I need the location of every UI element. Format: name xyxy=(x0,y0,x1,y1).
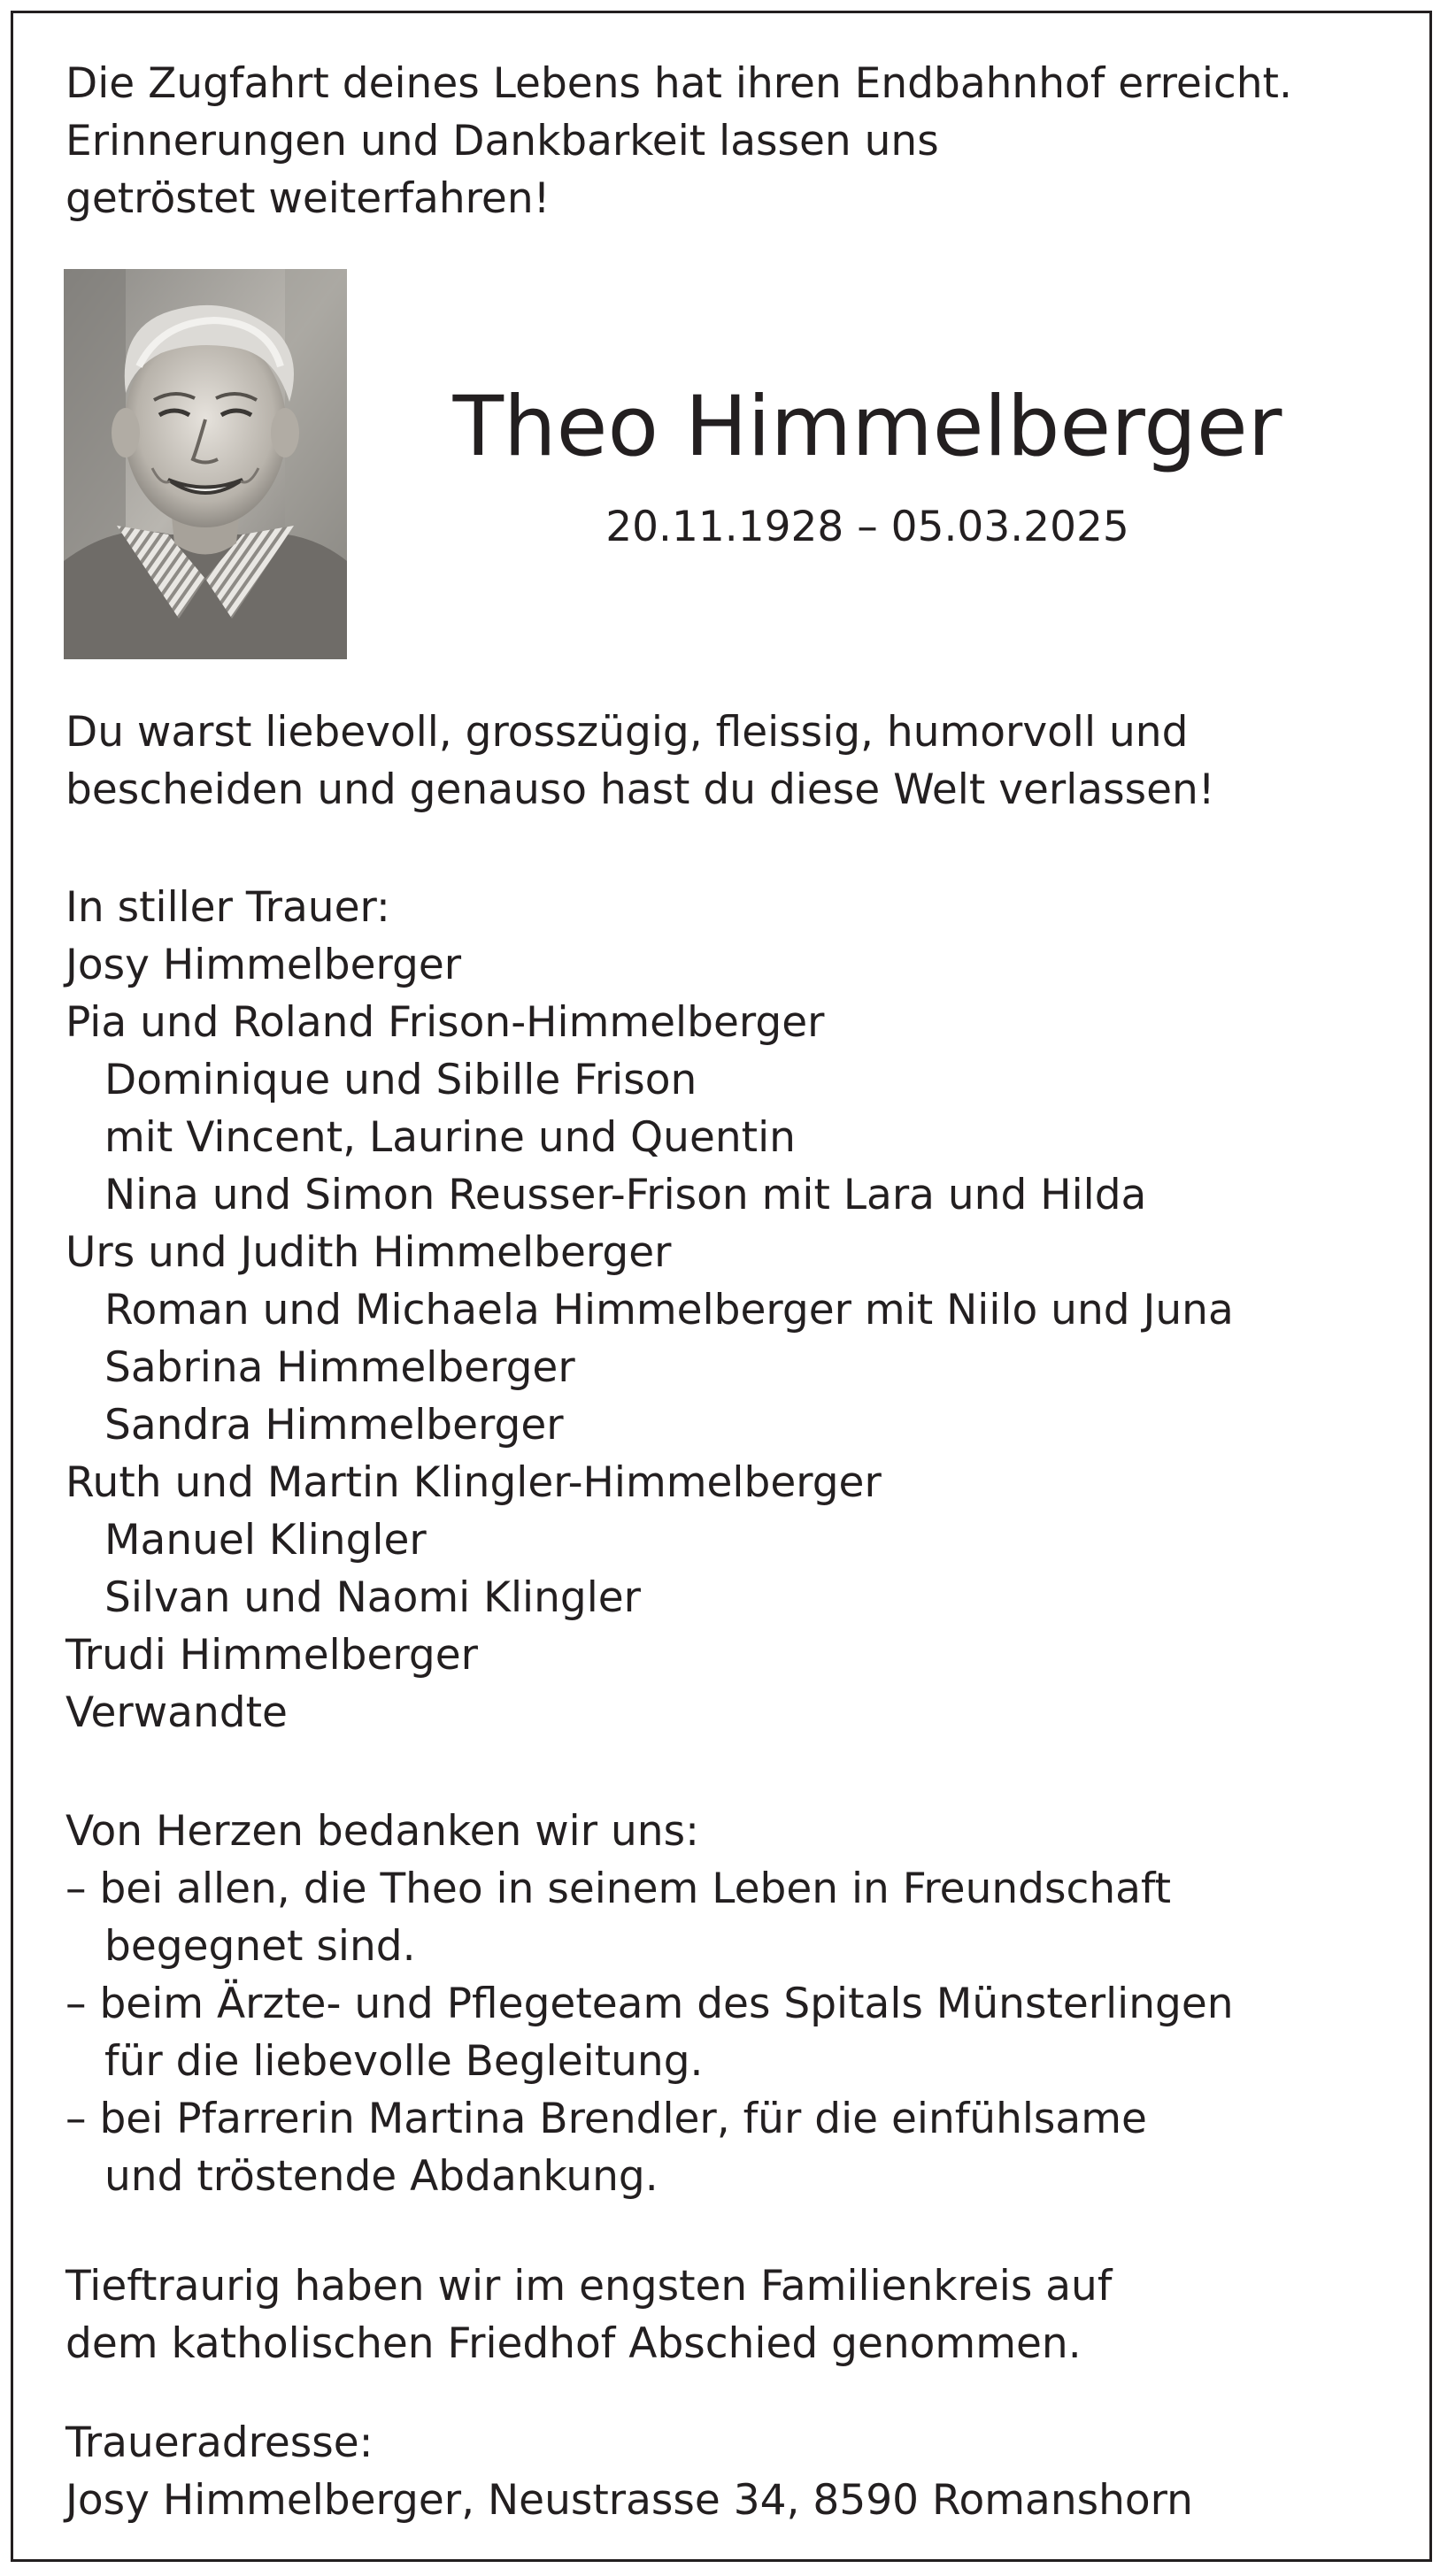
mourner-line: Urs und Judith Himmelberger xyxy=(65,1228,672,1277)
thanks-line: – beim Ärzte- und Pflegeteam des Spitals Münsterlingen xyxy=(65,1980,1234,2028)
mourner-line: Trudi Himmelberger xyxy=(65,1631,479,1680)
mourner-line: Verwandte xyxy=(65,1688,288,1737)
mourner-line: Manuel Klingler xyxy=(104,1516,427,1565)
thanks-line: – bei Pfarrerin Martina Brendler, für die einfühlsame xyxy=(65,2095,1147,2143)
mourner-line: Josy Himmelberger xyxy=(65,941,462,989)
mourner-line: Silvan und Naomi Klingler xyxy=(104,1573,641,1622)
mourners-list xyxy=(65,879,1234,1742)
deceased-name: Theo Himmelberger xyxy=(452,379,1282,475)
intro-line: Die Zugfahrt deines Lebens hat ihren Endbahnhof erreicht. xyxy=(65,59,1292,108)
mourner-line: Pia und Roland Frison-Himmelberger xyxy=(65,998,825,1047)
mourner-line: Sandra Himmelberger xyxy=(104,1401,564,1449)
portrait-image xyxy=(64,269,347,659)
mourner-line: Roman und Michaela Himmelberger mit Niilo und Juna xyxy=(104,1286,1234,1334)
mourner-line: Nina und Simon Reusser-Frison mit Lara und Hilda xyxy=(104,1171,1147,1219)
thanks-section xyxy=(65,1803,1234,2205)
mourner-line: Dominique und Sibille Frison xyxy=(104,1056,697,1104)
thanks-line: begegnet sind. xyxy=(104,1922,416,1971)
tribute xyxy=(65,704,1215,819)
farewell-line: dem katholischen Friedhof Abschied genommen. xyxy=(65,2319,1082,2368)
thanks-heading: Von Herzen bedanken wir uns: xyxy=(65,1807,699,1856)
mourner-line: Ruth und Martin Klingler-Himmelberger xyxy=(65,1458,882,1507)
mourner-line: Sabrina Himmelberger xyxy=(104,1343,575,1392)
farewell-line: Tieftraurig haben wir im engsten Familienkreis auf xyxy=(65,2262,1113,2311)
portrait-photo xyxy=(64,269,347,659)
farewell-note xyxy=(65,2257,1112,2372)
mourning-address xyxy=(65,2414,1193,2529)
mourners-heading: In stiller Trauer: xyxy=(65,883,390,932)
tribute-line: bescheiden und genauso hast du diese Welt verlassen! xyxy=(65,765,1215,814)
intro-line: getröstet weiterfahren! xyxy=(65,174,551,223)
intro-line: Erinnerungen und Dankbarkeit lassen uns xyxy=(65,117,939,165)
mourner-line: mit Vincent, Laurine und Quentin xyxy=(104,1113,796,1162)
address-line: Josy Himmelberger, Neustrasse 34, 8590 Romanshorn xyxy=(65,2476,1193,2525)
tribute-line: Du warst liebevoll, grosszügig, fleissig, humorvoll und xyxy=(65,708,1189,757)
thanks-line: und tröstende Abdankung. xyxy=(104,2152,659,2201)
thanks-line: für die liebevolle Begleitung. xyxy=(104,2037,704,2086)
address-heading: Traueradresse: xyxy=(65,2418,374,2467)
life-dates: 20.11.1928 – 05.03.2025 xyxy=(605,503,1129,551)
intro-quote xyxy=(65,55,1292,227)
thanks-line: – bei allen, die Theo in seinem Leben in Freundschaft xyxy=(65,1865,1172,1913)
